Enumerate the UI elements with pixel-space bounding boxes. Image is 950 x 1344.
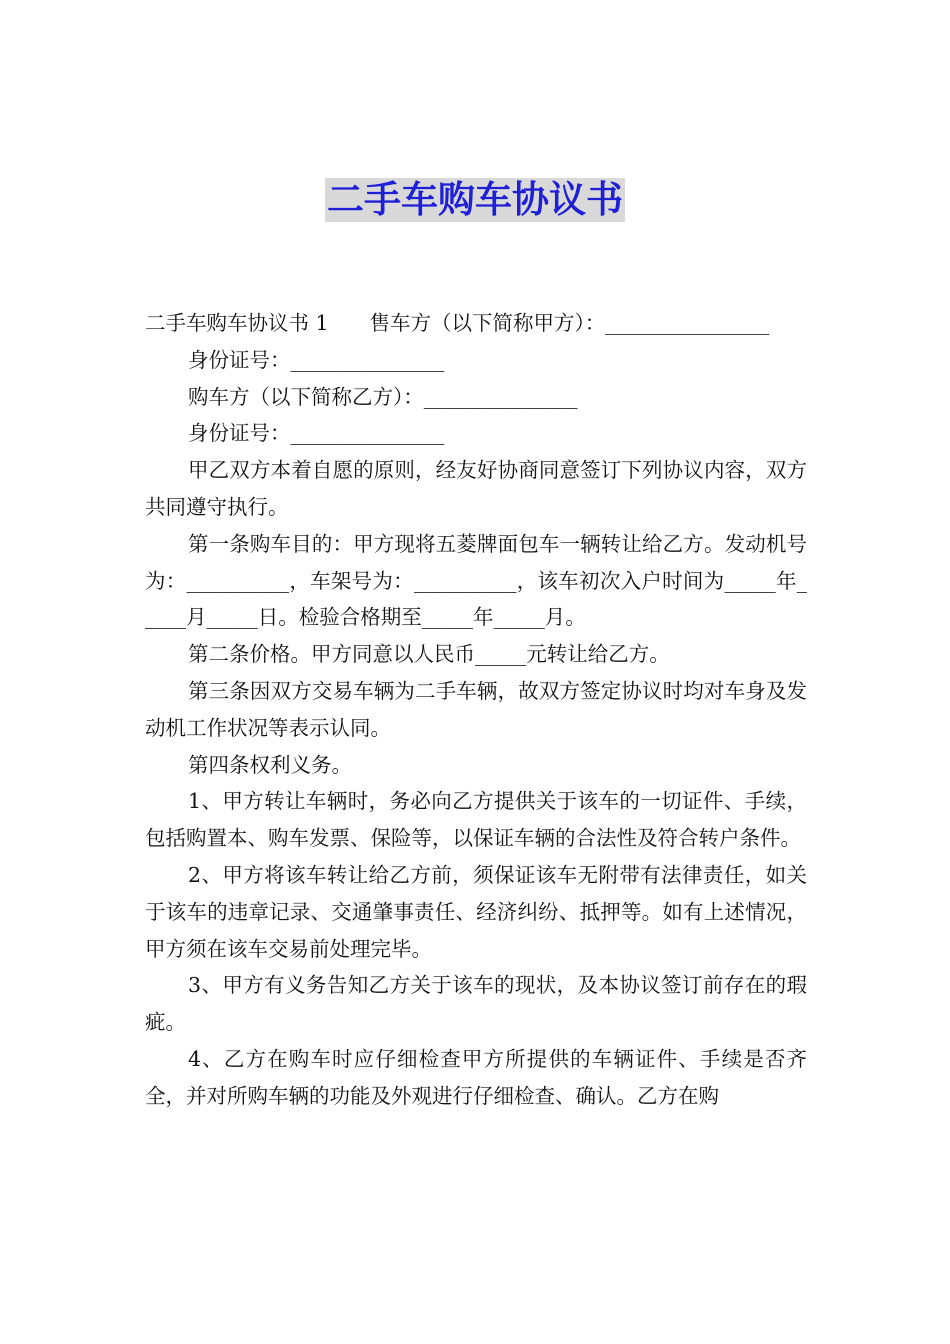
paragraph-intro: 二手车购车协议书 1 售车方（以下简称甲方）：________________ — [145, 311, 770, 335]
paragraph-article-3: 第三条因双方交易车辆为二手车辆，故双方签定协议时均对车身及发动机工作状况等表示认同。 — [145, 678, 807, 740]
paragraph-item-2: 2、甲方将该车转让给乙方前，须保证该车无附带有法律责任，如关于该车的违章记录、交通肇事责任、经济纠纷、抵押等。如有上述情况，甲方须在该车交易前处理完毕。 — [145, 862, 807, 961]
paragraph-item-4: 4、乙方在购车时应仔细检查甲方所提供的车辆证件、手续是否齐全，并对所购车辆的功能及外观进行仔细检查、确认。乙方在购 — [145, 1046, 807, 1108]
paragraph-article-2: 第二条价格。甲方同意以人民币_____元转让给乙方。 — [188, 642, 670, 667]
paragraph-buyer: 购车方（以下简称乙方）：_______________ — [188, 384, 578, 409]
paragraph-article-4: 第四条权利义务。 — [188, 752, 352, 777]
paragraph-seller-id: 身份证号：_______________ — [188, 347, 445, 372]
paragraph-principle: 甲乙双方本着自愿的原则，经友好协商同意签订下列协议内容，双方共同遵守执行。 — [145, 458, 807, 519]
paragraph-item-1: 1、甲方转让车辆时，务必向乙方提供关于该车的一切证件、手续，包括购置本、购车发票、保险等，以保证车辆的合法性及符合转户条件。 — [145, 789, 807, 851]
paragraph-article-1: 第一条购车目的：甲方现将五菱牌面包车一辆转让给乙方。发动机号为：__________，车架号为：__________，该车初次入户时间为_____年_____月_____日。检验合格期至_____年_____月。 — [145, 531, 807, 630]
document-body — [145, 305, 807, 1115]
paragraph-buyer-id: 身份证号：_______________ — [188, 421, 445, 446]
paragraph-item-3: 3、甲方有义务告知乙方关于该车的现状，及本协议签订前存在的瑕疵。 — [145, 973, 807, 1035]
document-title: 二手车购车协议书 — [327, 178, 623, 221]
title-container — [0, 178, 950, 222]
